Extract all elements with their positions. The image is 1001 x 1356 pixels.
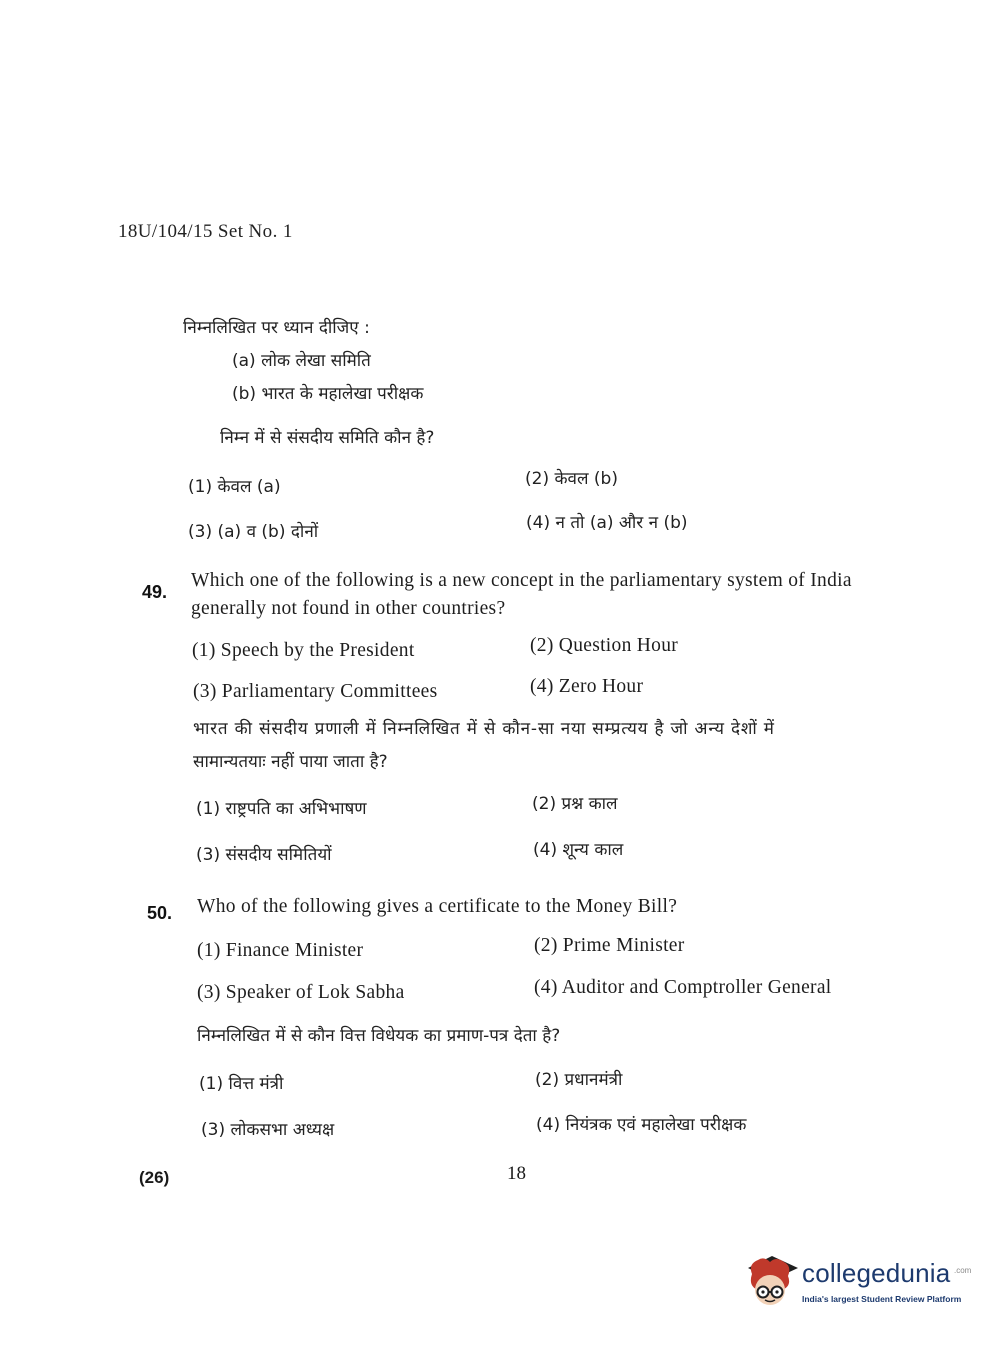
q49-hindi-option-3: (3) संसदीय समितियों — [196, 845, 332, 865]
q49-option-1: (1) Speech by the President — [192, 640, 415, 661]
footer-code: (26) — [139, 1168, 170, 1187]
student-mascot-icon — [742, 1252, 800, 1312]
q50-option-4: (4) Auditor and Comptroller General — [534, 977, 832, 998]
logo-tagline: India's largest Student Review Platform — [802, 1294, 962, 1304]
logo-suffix: .com — [954, 1266, 972, 1275]
q48-item-a: (a) लोक लेखा समिति — [232, 351, 371, 371]
q49-hindi-line1: भारत की संसदीय प्रणाली में निम्नलिखित में से कौन-सा नया सम्प्रत्यय है जो अन्य देशों में — [193, 719, 775, 739]
q49-hindi-option-1: (1) राष्ट्रपति का अभिभाषण — [196, 799, 367, 819]
q48-option-4: (4) न तो (a) और न (b) — [526, 513, 688, 533]
q49-hindi-line2: सामान्यतयाः नहीं पाया जाता है? — [193, 752, 388, 772]
page-number: 18 — [507, 1163, 526, 1184]
q50-hindi-option-4: (4) नियंत्रक एवं महालेखा परीक्षक — [536, 1115, 747, 1135]
q49-number: 49. — [142, 582, 168, 602]
q50-option-2: (2) Prime Minister — [534, 935, 685, 956]
q48-item-b: (b) भारत के महालेखा परीक्षक — [232, 384, 424, 404]
q49-hindi-option-4: (4) शून्य काल — [533, 840, 624, 860]
q49-hindi-option-2: (2) प्रश्न काल — [532, 794, 618, 814]
q50-option-3: (3) Speaker of Lok Sabha — [197, 982, 405, 1003]
paper-code: 18U/104/15 Set No. 1 — [118, 221, 293, 242]
q49-text-line1: Which one of the following is a new concept in the parliamentary system of India — [191, 570, 852, 591]
q48-option-1: (1) केवल (a) — [188, 477, 281, 497]
q50-hindi-option-2: (2) प्रधानमंत्री — [535, 1070, 623, 1090]
q50-hindi-option-1: (1) वित्त मंत्री — [199, 1074, 284, 1094]
q48-option-2: (2) केवल (b) — [525, 469, 618, 489]
q49-option-3: (3) Parliamentary Committees — [193, 681, 438, 702]
q48-intro: निम्नलिखित पर ध्यान दीजिए : — [183, 318, 370, 338]
q50-option-1: (1) Finance Minister — [197, 940, 364, 961]
q50-hindi-option-3: (3) लोकसभा अध्यक्ष — [201, 1120, 335, 1140]
q50-hindi: निम्नलिखित में से कौन वित्त विधेयक का प्रमाण-पत्र देता है? — [197, 1026, 561, 1046]
collegedunia-logo[interactable] — [742, 1252, 972, 1320]
q49-text-line2: generally not found in other countries? — [191, 598, 506, 619]
q49-option-2: (2) Question Hour — [530, 635, 679, 656]
q50-text: Who of the following gives a certificate to the Money Bill? — [197, 896, 678, 917]
q49-option-4: (4) Zero Hour — [530, 676, 644, 697]
q48-option-3: (3) (a) व (b) दोनों — [188, 522, 319, 542]
logo-wordmark: collegedunia — [802, 1258, 951, 1288]
q48-question: निम्न में से संसदीय समिति कौन है? — [220, 428, 435, 448]
q50-number: 50. — [147, 903, 173, 923]
